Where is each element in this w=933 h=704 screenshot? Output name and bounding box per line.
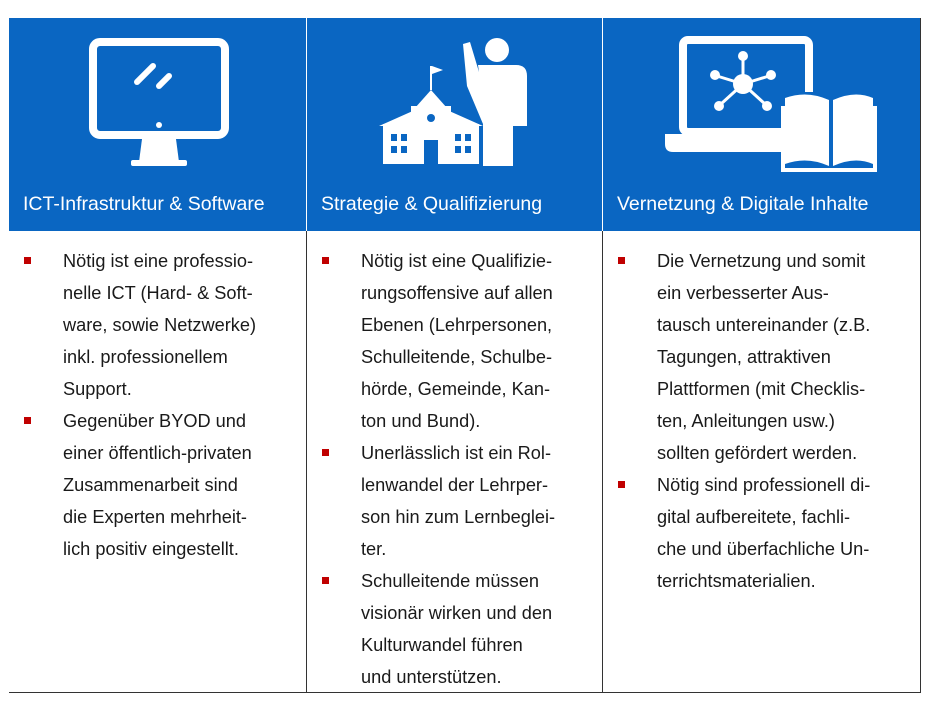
line: rungsoffensive auf allen: [361, 283, 553, 303]
column-ict-infrastructure: [9, 18, 306, 692]
bullet-list: [307, 245, 602, 693]
column-header: [9, 18, 306, 231]
line: Plattformen (mit Checklis-: [657, 379, 866, 399]
bullet-marker: [24, 417, 31, 424]
bullet-item: [603, 245, 920, 469]
line: tausch untereinander (z.B.: [657, 315, 871, 335]
column-title: Strategie & Qualifizierung: [321, 193, 543, 215]
line: che und überfachliche Un-: [657, 539, 870, 559]
bullet-list: [603, 245, 920, 597]
line: Schulleitende, Schulbe-: [361, 347, 553, 367]
bullet-item: [307, 565, 602, 693]
laptop-network-book-icon: [603, 26, 920, 176]
bullet-marker: [24, 257, 31, 264]
line: Unerlässlich ist ein Rol-: [361, 443, 552, 463]
line: ter.: [361, 539, 387, 559]
column-header: [306, 18, 602, 231]
bullet-item: [9, 245, 306, 405]
line: Nötig ist eine professio-: [63, 251, 254, 271]
line: die Experten mehrheit-: [63, 507, 247, 527]
line: Ebenen (Lehrpersonen,: [361, 315, 553, 335]
bullet-item: [603, 469, 920, 597]
bullet-marker: [322, 257, 329, 264]
bullet-marker: [322, 449, 329, 456]
line: terrichtsmaterialien.: [657, 571, 816, 591]
line: ten, Anleitungen usw.): [657, 411, 835, 431]
bullet-marker: [618, 481, 625, 488]
line: son hin zum Lernbeglei-: [361, 507, 556, 527]
line: lenwandel der Lehrper-: [361, 475, 549, 495]
column-networking-content: [602, 18, 920, 692]
line: Nötig sind professionell di-: [657, 475, 871, 495]
bullet-item: [307, 437, 602, 565]
bullet-list: [9, 245, 306, 565]
line: visionär wirken und den: [361, 603, 553, 623]
line: Die Vernetzung und somit: [657, 251, 866, 271]
desktop-monitor-icon: [9, 26, 306, 176]
line: ton und Bund).: [361, 411, 481, 431]
line: Nötig ist eine Qualifizie-: [361, 251, 553, 271]
line: Zusammenarbeit sind: [63, 475, 238, 495]
column-title: ICT-Infrastruktur & Software: [23, 193, 265, 215]
line: inkl. professionellem: [63, 347, 228, 367]
line: Tagungen, attraktiven: [657, 347, 831, 367]
column-strategy-qualification: [306, 18, 602, 692]
line: einer öffentlich-privaten: [63, 443, 252, 463]
line: ein verbesserter Aus-: [657, 283, 829, 303]
line: Gegenüber BYOD und: [63, 411, 247, 431]
line: Kulturwandel führen: [361, 635, 523, 655]
column-body: [306, 231, 602, 692]
column-body: [9, 231, 306, 692]
line: Support.: [63, 379, 132, 399]
line: ware, sowie Netzwerke): [63, 315, 257, 335]
school-teacher-icon: [307, 26, 602, 176]
column-title: Vernetzung & Digitale Inhalte: [617, 193, 869, 215]
line: lich positiv eingestellt.: [63, 539, 239, 559]
line: nelle ICT (Hard- & Soft-: [63, 283, 253, 303]
bullet-marker: [322, 577, 329, 584]
bullet-item: [9, 405, 306, 565]
bullet-item: [307, 245, 602, 437]
bullet-marker: [618, 257, 625, 264]
column-body: [602, 231, 920, 692]
line: Schulleitende müssen: [361, 571, 539, 591]
column-header: [602, 18, 920, 231]
line: sollten gefördert werden.: [657, 443, 858, 463]
line: und unterstützen.: [361, 667, 502, 687]
overview-table: [9, 18, 921, 693]
line: hörde, Gemeinde, Kan-: [361, 379, 551, 399]
line: gital aufbereitete, fachli-: [657, 507, 851, 527]
